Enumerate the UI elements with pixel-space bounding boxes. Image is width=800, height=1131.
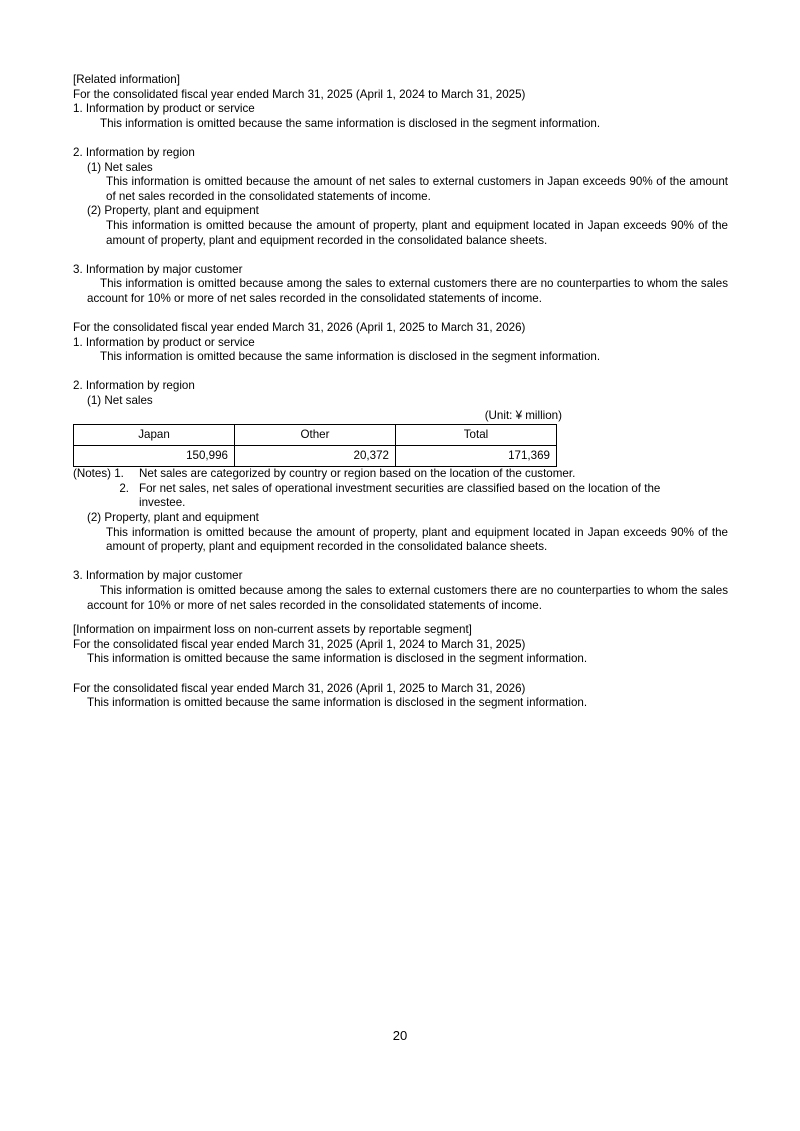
fy2026-ppe-text: This information is omitted because the amount of property, plant and equipment located in Japan exceeds 90% of the amount of property, plant and equipment recorded in the consolidated balance sheets.	[106, 525, 728, 554]
note-2-label: 2.	[119, 481, 129, 495]
fy2025-item1-title: 1. Information by product or service	[73, 102, 255, 116]
fy2025-ppe-title: (2) Property, plant and equipment	[87, 204, 259, 218]
fy2025-item3-text: This information is omitted because among the sales to external customers there are no counterparties to whom the sales account for 10% or more of net sales recorded in the consolidated statements of income.	[87, 277, 728, 305]
fy2025-ppe-text: This information is omitted because the amount of property, plant and equipment located in Japan exceeds 90% of the amount of property, plant and equipment recorded in the consolidated balance sheets.	[106, 218, 728, 247]
fy2025-item3-title: 3. Information by major customer	[73, 262, 243, 276]
impairment-fy2026-text: This information is omitted because the same information is disclosed in the segment information.	[87, 696, 588, 710]
table-header-row	[74, 425, 557, 446]
notes	[73, 467, 728, 511]
table-cell-other: 20,372	[235, 446, 396, 467]
impairment-heading: [Information on impairment loss on non-current assets by reportable segment]	[73, 623, 472, 637]
fy2025-item1-text: This information is omitted because the same information is disclosed in the segment information.	[100, 116, 601, 130]
table-cell-japan: 150,996	[74, 446, 235, 467]
fy2025-net-sales-text: This information is omitted because the amount of net sales to external customers in Japan exceeds 90% of the amount of net sales recorded in the consolidated statements of income.	[106, 175, 728, 203]
note-2-text: For net sales, net sales of operational investment securities are classified based on the location of the investee.	[139, 481, 661, 510]
note-2	[73, 482, 728, 511]
fy2025-item2-title: 2. Information by region	[73, 145, 195, 159]
fy2025-period: For the consolidated fiscal year ended March 31, 2025 (April 1, 2024 to March 31, 2025)	[73, 87, 526, 101]
fy2026-item2-title: 2. Information by region	[73, 379, 195, 393]
table-header-japan: Japan	[74, 425, 235, 446]
fy2026-ppe-title: (2) Property, plant and equipment	[87, 511, 259, 525]
page-number: 20	[392, 1028, 408, 1043]
table-cell-total: 171,369	[396, 446, 557, 467]
notes-label: (Notes) 1.	[73, 467, 124, 481]
table-header-other: Other	[235, 425, 396, 446]
impairment-fy2025-period: For the consolidated fiscal year ended March 31, 2025 (April 1, 2024 to March 31, 2025)	[73, 637, 526, 651]
note-1-text: Net sales are categorized by country or region based on the location of the customer.	[139, 467, 576, 481]
fy2026-item3-title: 3. Information by major customer	[73, 569, 243, 583]
net-sales-table	[73, 424, 557, 467]
fy2025-net-sales-title: (1) Net sales	[87, 160, 153, 174]
fy2026-item1-text: This information is omitted because the same information is disclosed in the segment information.	[100, 350, 601, 364]
fy2026-item3-text: This information is omitted because among the sales to external customers there are no counterparties to whom the sales account for 10% or more of net sales recorded in the consolidated statements of income.	[87, 584, 728, 612]
fy2026-net-sales-title: (1) Net sales	[87, 394, 153, 408]
table-row	[74, 446, 557, 467]
document-body	[73, 73, 728, 711]
note-1	[73, 467, 728, 482]
table-header-total: Total	[396, 425, 557, 446]
related-info-heading: [Related information]	[73, 73, 180, 86]
unit-label: (Unit: ¥ million)	[484, 408, 562, 422]
impairment-fy2026-period: For the consolidated fiscal year ended March 31, 2026 (April 1, 2025 to March 31, 2026)	[73, 681, 526, 695]
fy2026-item1-title: 1. Information by product or service	[73, 335, 255, 349]
impairment-fy2025-text: This information is omitted because the same information is disclosed in the segment information.	[87, 652, 588, 666]
fy2026-period: For the consolidated fiscal year ended March 31, 2026 (April 1, 2025 to March 31, 2026)	[73, 321, 526, 335]
